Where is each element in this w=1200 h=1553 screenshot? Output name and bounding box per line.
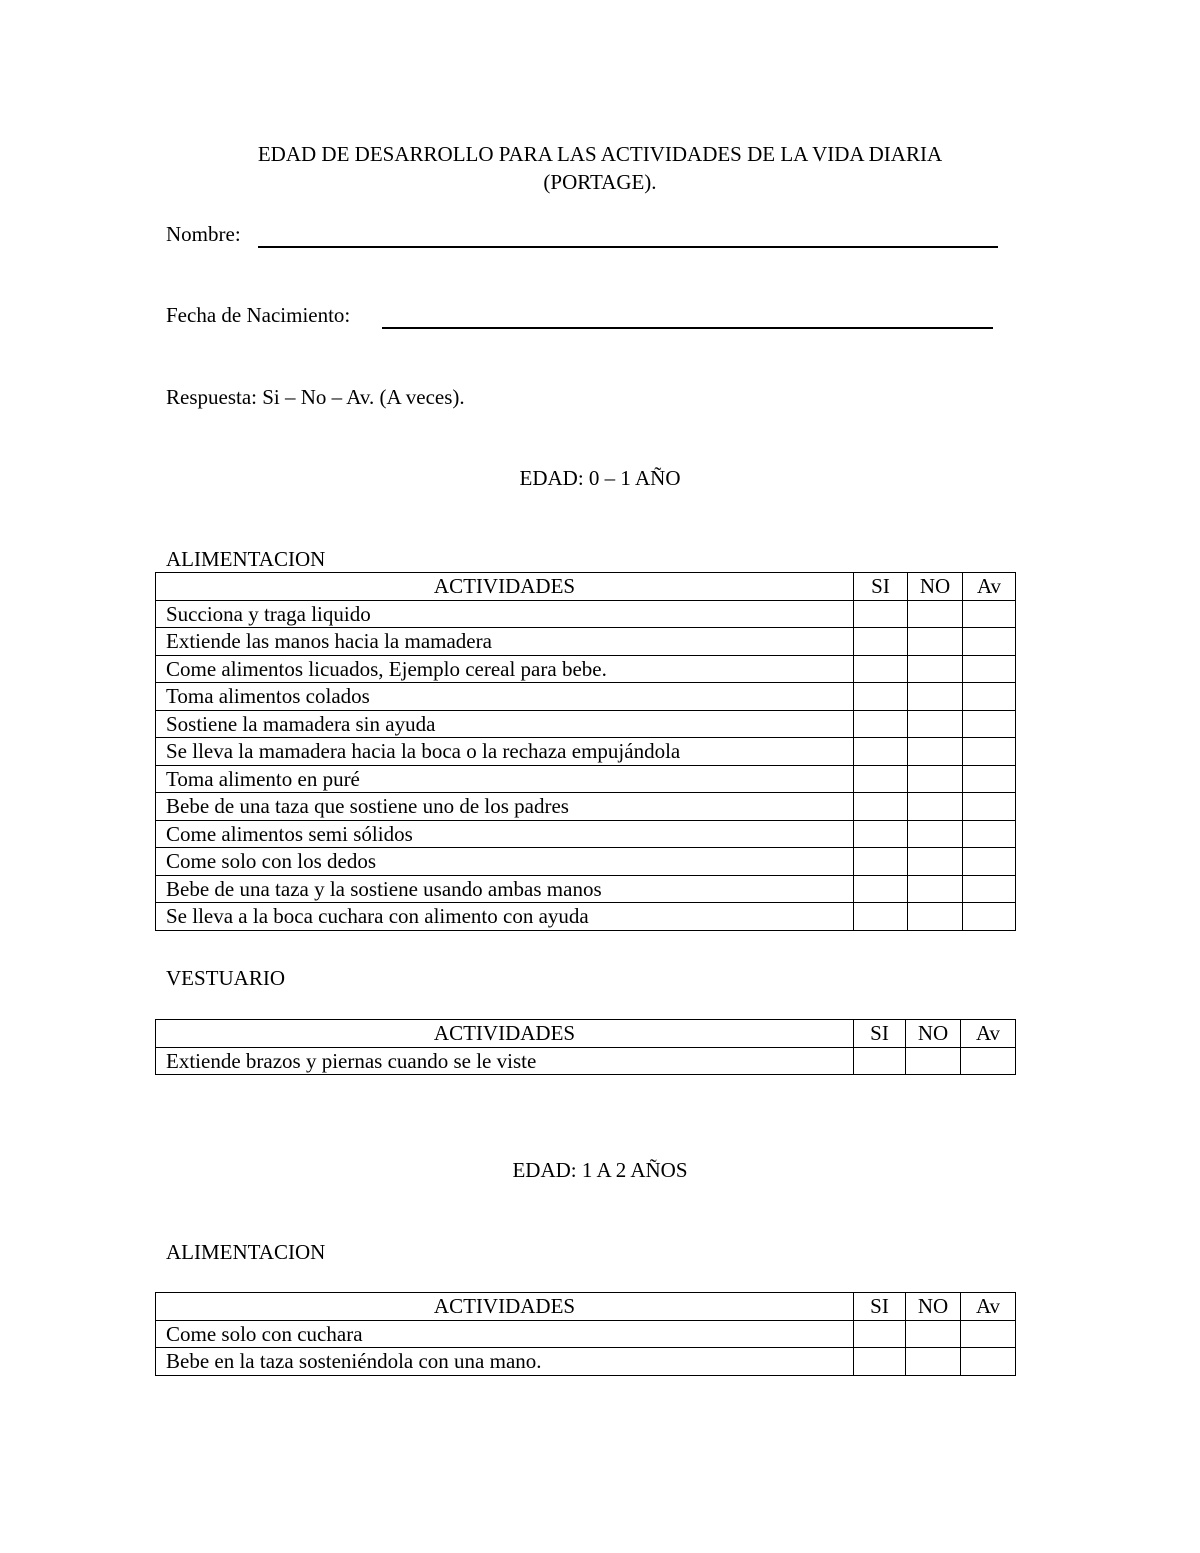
si-checkbox-cell[interactable] — [854, 738, 908, 766]
av-checkbox-cell[interactable] — [963, 793, 1016, 821]
av-checkbox-cell[interactable] — [961, 1047, 1016, 1075]
si-checkbox-cell[interactable] — [854, 875, 908, 903]
no-checkbox-cell[interactable] — [908, 655, 963, 683]
activities-table — [155, 572, 1016, 931]
av-checkbox-cell[interactable] — [963, 710, 1016, 738]
table-row — [156, 1348, 1016, 1376]
activity-label: Sostiene la mamadera sin ayuda — [156, 710, 854, 738]
header-no: NO — [906, 1020, 961, 1048]
header-si: SI — [854, 573, 908, 601]
table-header-row — [156, 1020, 1016, 1048]
table-row — [156, 793, 1016, 821]
si-checkbox-cell[interactable] — [854, 848, 908, 876]
si-checkbox-cell[interactable] — [854, 820, 908, 848]
no-checkbox-cell[interactable] — [908, 848, 963, 876]
no-checkbox-cell[interactable] — [908, 738, 963, 766]
header-actividades: ACTIVIDADES — [156, 1293, 854, 1321]
si-checkbox-cell[interactable] — [854, 655, 908, 683]
no-checkbox-cell[interactable] — [908, 765, 963, 793]
av-checkbox-cell[interactable] — [963, 820, 1016, 848]
fecha-nacimiento-label: Fecha de Nacimiento: — [166, 303, 351, 327]
table-row — [156, 1047, 1016, 1075]
header-av: Av — [961, 1020, 1016, 1048]
table-row — [156, 683, 1016, 711]
table-row — [156, 710, 1016, 738]
av-checkbox-cell[interactable] — [963, 628, 1016, 656]
activity-label: Se lleva la mamadera hacia la boca o la rechaza empujándola — [156, 738, 854, 766]
header-av: Av — [961, 1293, 1016, 1321]
nombre-field-line[interactable] — [258, 246, 998, 248]
no-checkbox-cell[interactable] — [908, 600, 963, 628]
section-heading: ALIMENTACION — [166, 547, 326, 571]
no-checkbox-cell[interactable] — [906, 1320, 961, 1348]
av-checkbox-cell[interactable] — [963, 738, 1016, 766]
table-row — [156, 903, 1016, 931]
si-checkbox-cell[interactable] — [854, 628, 908, 656]
activity-label: Come alimentos licuados, Ejemplo cereal para bebe. — [156, 655, 854, 683]
header-actividades: ACTIVIDADES — [156, 1020, 854, 1048]
activity-label: Succiona y traga liquido — [156, 600, 854, 628]
av-checkbox-cell[interactable] — [961, 1320, 1016, 1348]
table-row — [156, 738, 1016, 766]
activity-label: Bebe de una taza y la sostiene usando ambas manos — [156, 875, 854, 903]
si-checkbox-cell[interactable] — [854, 1047, 906, 1075]
table-header-row — [156, 573, 1016, 601]
document-title-line1: EDAD DE DESARROLLO PARA LAS ACTIVIDADES DE LA VIDA DIARIA — [257, 142, 943, 166]
no-checkbox-cell[interactable] — [908, 628, 963, 656]
activity-label: Bebe de una taza que sostiene uno de los padres — [156, 793, 854, 821]
respuesta-legend: Respuesta: Si – No – Av. (A veces). — [166, 385, 465, 409]
si-checkbox-cell[interactable] — [854, 600, 908, 628]
activity-label: Toma alimento en puré — [156, 765, 854, 793]
av-checkbox-cell[interactable] — [963, 903, 1016, 931]
age-group-heading: EDAD: 1 A 2 AÑOS — [512, 1158, 688, 1182]
no-checkbox-cell[interactable] — [908, 820, 963, 848]
header-si: SI — [854, 1293, 906, 1321]
header-no: NO — [906, 1293, 961, 1321]
table-row — [156, 1320, 1016, 1348]
av-checkbox-cell[interactable] — [963, 600, 1016, 628]
av-checkbox-cell[interactable] — [963, 655, 1016, 683]
no-checkbox-cell[interactable] — [908, 875, 963, 903]
table-row — [156, 765, 1016, 793]
av-checkbox-cell[interactable] — [963, 765, 1016, 793]
table-row — [156, 848, 1016, 876]
table-header-row — [156, 1293, 1016, 1321]
si-checkbox-cell[interactable] — [854, 765, 908, 793]
activities-table — [155, 1019, 1016, 1075]
activity-label: Se lleva a la boca cuchara con alimento con ayuda — [156, 903, 854, 931]
si-checkbox-cell[interactable] — [854, 1320, 906, 1348]
section-heading: VESTUARIO — [166, 966, 285, 990]
fecha-nacimiento-field-line[interactable] — [382, 327, 993, 329]
no-checkbox-cell[interactable] — [908, 793, 963, 821]
activity-label: Come solo con cuchara — [156, 1320, 854, 1348]
si-checkbox-cell[interactable] — [854, 710, 908, 738]
activity-label: Come solo con los dedos — [156, 848, 854, 876]
activity-label: Bebe en la taza sosteniéndola con una mano. — [156, 1348, 854, 1376]
activity-label: Come alimentos semi sólidos — [156, 820, 854, 848]
table-row — [156, 820, 1016, 848]
no-checkbox-cell[interactable] — [906, 1348, 961, 1376]
header-actividades: ACTIVIDADES — [156, 573, 854, 601]
si-checkbox-cell[interactable] — [854, 683, 908, 711]
document-title-line2: (PORTAGE). — [543, 170, 657, 194]
no-checkbox-cell[interactable] — [908, 710, 963, 738]
si-checkbox-cell[interactable] — [854, 793, 908, 821]
av-checkbox-cell[interactable] — [963, 848, 1016, 876]
nombre-label: Nombre: — [166, 222, 241, 246]
section-heading: ALIMENTACION — [166, 1240, 326, 1264]
si-checkbox-cell[interactable] — [854, 1348, 906, 1376]
activity-label: Toma alimentos colados — [156, 683, 854, 711]
activity-label: Extiende las manos hacia la mamadera — [156, 628, 854, 656]
table-row — [156, 875, 1016, 903]
no-checkbox-cell[interactable] — [906, 1047, 961, 1075]
activities-table — [155, 1292, 1016, 1376]
table-row — [156, 655, 1016, 683]
av-checkbox-cell[interactable] — [963, 683, 1016, 711]
age-group-heading: EDAD: 0 – 1 AÑO — [519, 466, 681, 490]
table-row — [156, 600, 1016, 628]
activity-label: Extiende brazos y piernas cuando se le viste — [156, 1047, 854, 1075]
av-checkbox-cell[interactable] — [961, 1348, 1016, 1376]
header-av: Av — [963, 573, 1016, 601]
no-checkbox-cell[interactable] — [908, 683, 963, 711]
table-row — [156, 628, 1016, 656]
header-no: NO — [908, 573, 963, 601]
header-si: SI — [854, 1020, 906, 1048]
si-checkbox-cell[interactable] — [854, 903, 908, 931]
no-checkbox-cell[interactable] — [908, 903, 963, 931]
av-checkbox-cell[interactable] — [963, 875, 1016, 903]
